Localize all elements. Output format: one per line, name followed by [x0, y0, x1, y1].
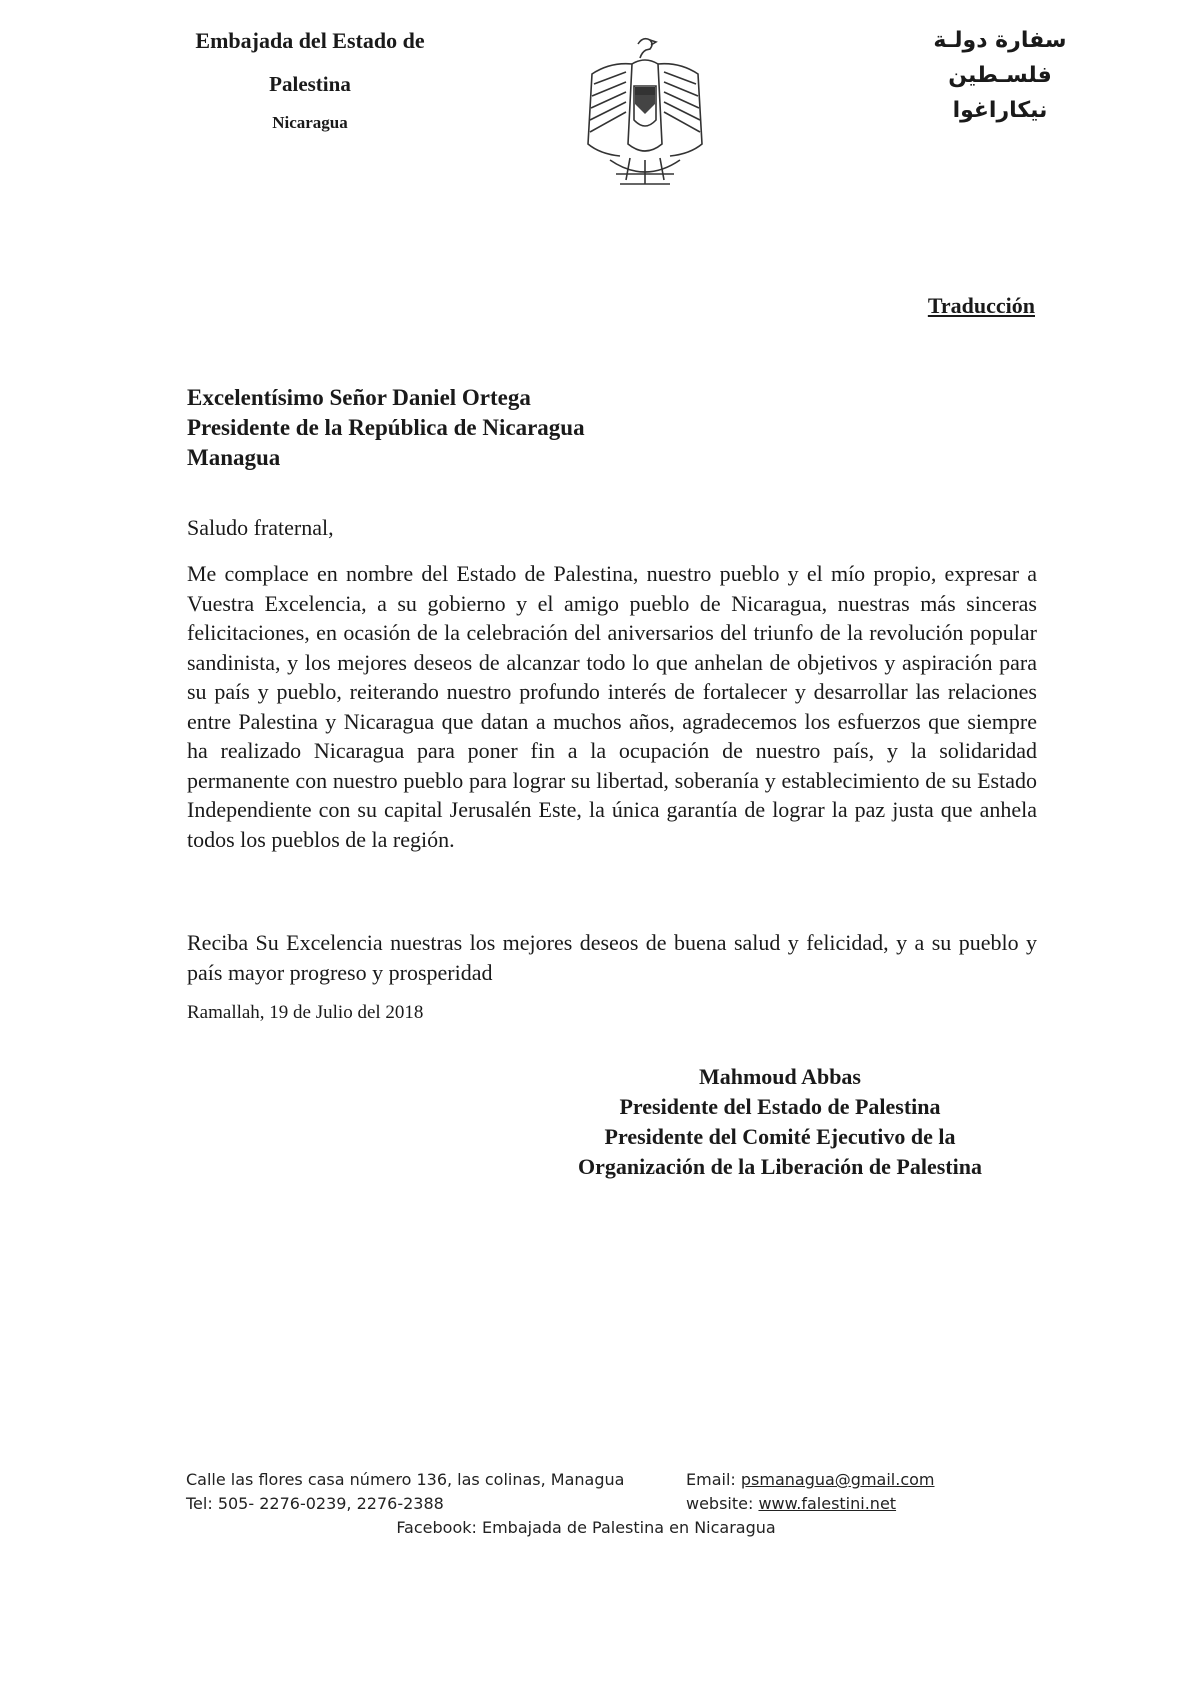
- website-link[interactable]: www.falestini.net: [758, 1494, 897, 1513]
- letterhead-left: [150, 28, 470, 133]
- footer-address: Calle las flores casa número 136, las colinas, Managua: [186, 1470, 625, 1489]
- signature-block: [500, 1062, 1060, 1182]
- letterhead-arabic-line-2: فلسـطين: [948, 63, 1052, 88]
- footer-email-label: Email:: [686, 1470, 736, 1489]
- letterhead-right-arabic: [930, 28, 1070, 133]
- signatory-title-3: Organización de la Liberación de Palestina: [578, 1154, 982, 1179]
- signatory-title-1: Presidente del Estado de Palestina: [619, 1094, 941, 1119]
- footer-website-label: website:: [686, 1494, 754, 1513]
- letter-body: Me complace en nombre del Estado de Palestina, nuestro pueblo y el mío propio, expresar a Vuestra Excelencia, a su gobierno y el amigo pueblo de Nicaragua, nuestras más sinceras felicitaciones, en ocasión de la celebración del aniversarios del triunfo de la revolución popular sandinista, y los mejores deseos de alcanzar todo lo que anhelan de objetivos y aspiración para su país y pueblo, reiterando nuestro profundo interés de fortalecer y desarrollar las relaciones entre Palestina y Nicaragua que datan a muchos años, agradecemos los esfuerzos que siempre ha realizado Nicaragua para poner fin a la ocupación de nuestro país, y la solidaridad permanente con nuestro pueblo para lograr su libertad, soberanía y establecimiento de su Estado Independiente con su capital Jerusalén Este, la única garantía de lograr la paz justa que anhela todos los pueblos de la región.: [187, 561, 1037, 852]
- addressee-block: [187, 383, 585, 473]
- signatory-name: Mahmoud Abbas: [698, 1064, 861, 1089]
- addressee-title: Presidente de la República de Nicaragua: [187, 415, 585, 440]
- eagle-emblem-icon: [580, 34, 710, 194]
- letter-date: Ramallah, 19 de Julio del 2018: [187, 1002, 424, 1023]
- letterhead-line-2: Palestina: [269, 72, 351, 96]
- greeting: Saludo fraternal,: [187, 515, 334, 540]
- footer-website: [686, 1492, 896, 1516]
- letterhead-arabic-line-1: سفارة دولـة: [933, 28, 1067, 53]
- letterhead-line-1: Embajada del Estado de: [195, 28, 425, 53]
- footer: [186, 1468, 986, 1540]
- translation-label: Traducción: [927, 293, 1035, 318]
- email-link[interactable]: psmanagua@gmail.com: [740, 1470, 935, 1489]
- footer-email: [686, 1468, 935, 1492]
- footer-facebook: Facebook: Embajada de Palestina en Nicaragua: [396, 1518, 776, 1537]
- footer-phone: Tel: 505- 2276-0239, 2276-2388: [186, 1494, 444, 1513]
- letterhead-arabic-line-3: نيكاراغوا: [952, 98, 1048, 123]
- addressee-city: Managua: [187, 445, 281, 470]
- letter-closing: Reciba Su Excelencia nuestras los mejores deseos de buena salud y felicidad, y a su pueblo y país mayor progreso y prosperidad: [187, 930, 1037, 985]
- letterhead-line-3: Nicaragua: [272, 113, 348, 132]
- signatory-title-2: Presidente del Comité Ejecutivo de la: [604, 1124, 956, 1149]
- addressee-name: Excelentísimo Señor Daniel Ortega: [187, 385, 531, 410]
